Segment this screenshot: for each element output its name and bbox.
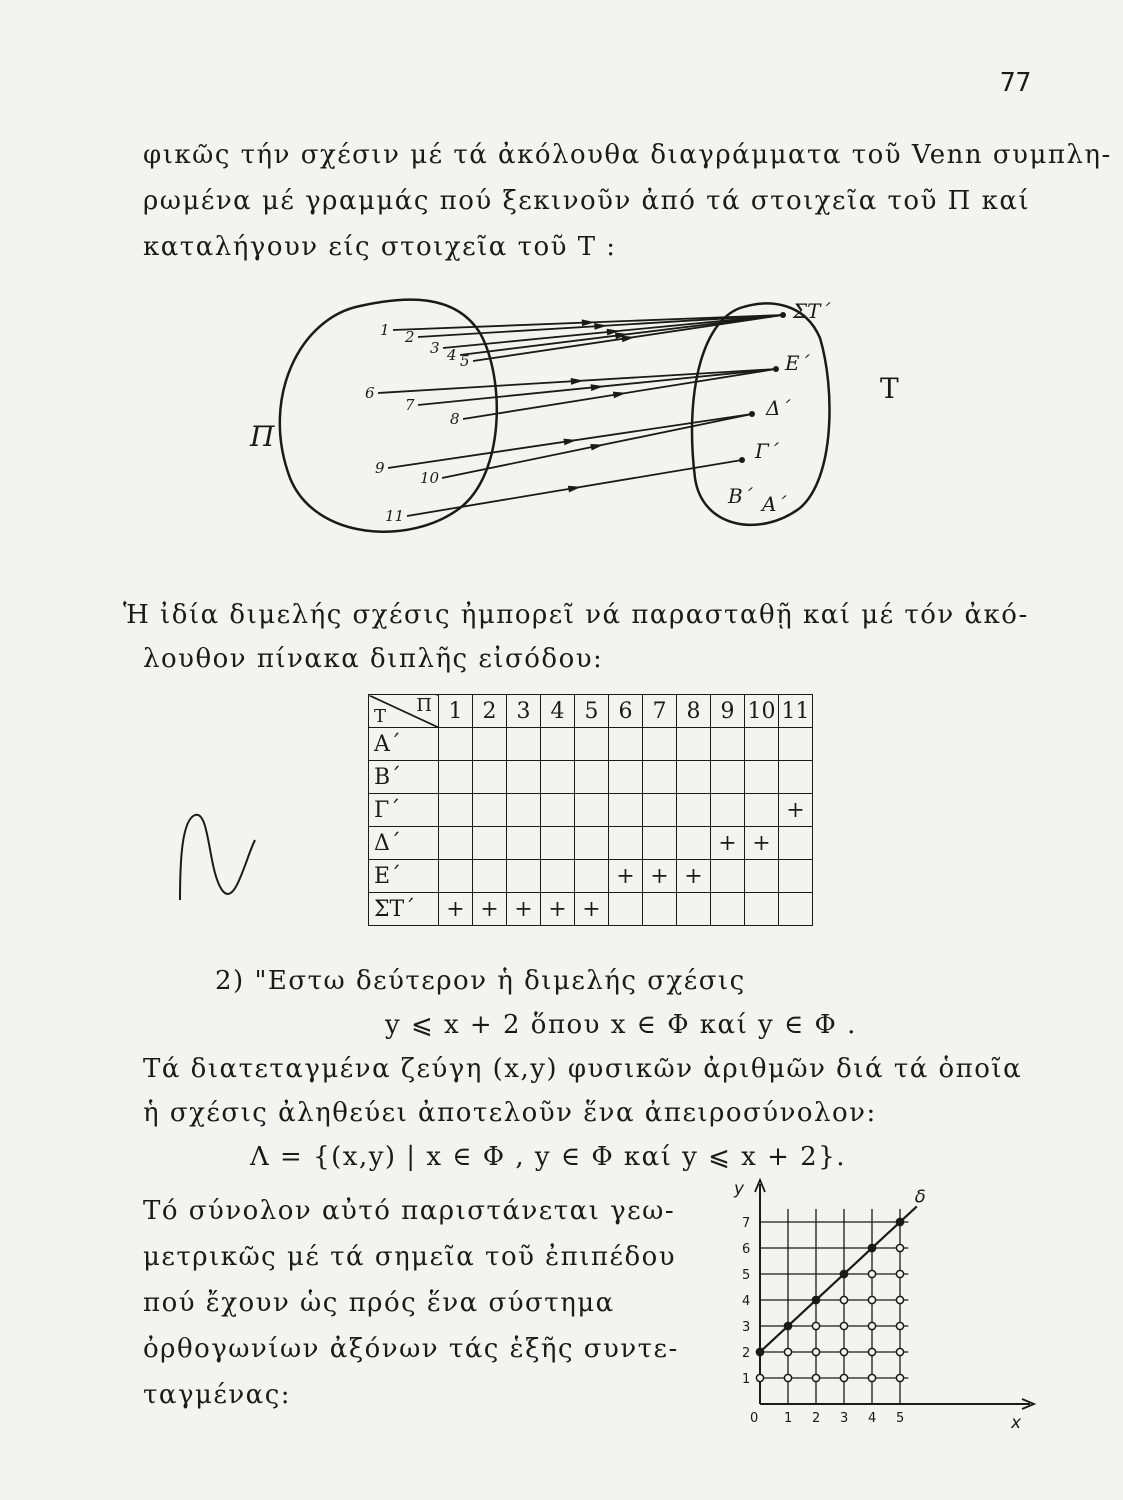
- table-cell: [507, 860, 541, 893]
- intro-line-3: καταλήγουν είς στοιχεῖα τοῦ Τ :: [143, 232, 617, 262]
- section2-para-2: ἡ σχέσις ἀληθεύει ἀποτελοῦν ἕνα ἀπειροσύνολον:: [143, 1098, 877, 1128]
- table-row: [369, 893, 813, 926]
- column-header-3: 3: [507, 695, 541, 728]
- column-header-8: 8: [677, 695, 711, 728]
- y-tick-label: 1: [742, 1372, 751, 1387]
- table-cell: [541, 728, 575, 761]
- row-header: Α΄: [369, 728, 439, 761]
- page-number: 77: [1000, 68, 1032, 98]
- column-header-9: 9: [711, 695, 745, 728]
- table-cell: [473, 728, 507, 761]
- data-point: [868, 1244, 875, 1251]
- data-point: [756, 1348, 763, 1355]
- data-point: [896, 1270, 903, 1277]
- venn-element-1: 1: [380, 321, 390, 339]
- venn-element-t-2: Ε΄: [785, 351, 810, 375]
- table-cell: [609, 728, 643, 761]
- data-point: [896, 1374, 903, 1381]
- table-row: [369, 761, 813, 794]
- closing-line-4: ὀρθογωνίων ἀξόνων τάς ἑξῆς συντε-: [143, 1334, 679, 1364]
- venn-diagram: [230, 278, 910, 548]
- data-point: [868, 1296, 875, 1303]
- data-point: [812, 1374, 819, 1381]
- table-cell: [779, 761, 813, 794]
- table-cell: [541, 761, 575, 794]
- table-cell: [643, 893, 677, 926]
- venn-element-2: 2: [405, 328, 415, 346]
- column-header-7: 7: [643, 695, 677, 728]
- intro-line-1: φικῶς τήν σχέσιν μέ τά ἀκόλουθα διαγράμματα τοῦ Venn συμπλη-: [143, 140, 1112, 170]
- table-cell: [609, 827, 643, 860]
- venn-target-dot: [773, 366, 779, 372]
- closing-line-3: πού ἔχουν ὡς πρός ἕνα σύστημα: [143, 1288, 615, 1318]
- venn-element-11: 11: [385, 507, 405, 525]
- venn-element-t-4: Γ΄: [755, 439, 779, 463]
- table-cell: [711, 794, 745, 827]
- venn-element-4: 4: [447, 346, 457, 364]
- table-cell: [575, 794, 609, 827]
- table-cell: [439, 728, 473, 761]
- table-cell: [745, 860, 779, 893]
- table-cell: [745, 761, 779, 794]
- row-header: ΣΤ΄: [369, 893, 439, 926]
- venn-element-3: 3: [430, 339, 440, 357]
- table-cell: [677, 728, 711, 761]
- data-point: [868, 1374, 875, 1381]
- venn-element-6: 6: [365, 384, 375, 402]
- column-header-1: 1: [439, 695, 473, 728]
- x-tick-label: 1: [784, 1411, 793, 1426]
- table-cell: [711, 728, 745, 761]
- data-point: [896, 1218, 903, 1225]
- closing-line-1: Τό σύνολον αὐτό παριστάνεται γεω-: [143, 1196, 676, 1226]
- column-header-4: 4: [541, 695, 575, 728]
- x-tick-label: 3: [840, 1411, 849, 1426]
- venn-target-dot: [780, 312, 786, 318]
- x-tick-label: 0: [750, 1411, 759, 1426]
- table-cell: [711, 860, 745, 893]
- data-point: [812, 1296, 819, 1303]
- table-cell: [473, 827, 507, 860]
- section2-formula: y ⩽ x + 2 ὅπου x ∈ Φ καί y ∈ Φ .: [385, 1010, 857, 1040]
- set-definition: Λ = {(x,y) | x ∈ Φ , y ∈ Φ καί y ⩽ x + 2}.: [250, 1142, 847, 1172]
- table-cell: [677, 893, 711, 926]
- venn-element-t-3: Δ΄: [766, 396, 791, 420]
- venn-arrowhead: [582, 319, 595, 326]
- table-cell-mark: +: [643, 860, 677, 893]
- closing-line-2: μετρικῶς μέ τά σημεῖα τοῦ ἐπιπέδου: [143, 1242, 677, 1272]
- x-tick-label: 2: [812, 1411, 821, 1426]
- table-cell: [575, 761, 609, 794]
- table-cell-mark: +: [745, 827, 779, 860]
- set-t-outline: [692, 303, 830, 524]
- table-cell: [507, 728, 541, 761]
- y-tick-label: 2: [742, 1346, 751, 1361]
- venn-target-dot: [749, 411, 755, 417]
- table-corner: [369, 695, 439, 728]
- venn-element-9: 9: [375, 459, 385, 477]
- table-cell: [779, 827, 813, 860]
- column-header-11: 11: [779, 695, 813, 728]
- table-cell: [779, 893, 813, 926]
- table-cell: [677, 794, 711, 827]
- table-row: [369, 794, 813, 827]
- row-header: Ε΄: [369, 860, 439, 893]
- table-cell: [609, 893, 643, 926]
- data-point: [868, 1348, 875, 1355]
- y-axis-label: y: [734, 1179, 745, 1199]
- data-point: [868, 1322, 875, 1329]
- table-cell-mark: +: [575, 893, 609, 926]
- row-header: Δ΄: [369, 827, 439, 860]
- data-point: [840, 1296, 847, 1303]
- venn-target-dot: [739, 457, 745, 463]
- table-cell-mark: +: [507, 893, 541, 926]
- table-cell-mark: +: [439, 893, 473, 926]
- table-cell: [609, 794, 643, 827]
- table-row: [369, 827, 813, 860]
- venn-arrowhead: [590, 444, 604, 451]
- x-axis-label: x: [1011, 1413, 1022, 1433]
- table-cell: [643, 794, 677, 827]
- table-cell-mark: +: [541, 893, 575, 926]
- y-tick-label: 4: [742, 1294, 751, 1309]
- row-header: Β΄: [369, 761, 439, 794]
- corner-t: Τ: [374, 706, 387, 727]
- data-point: [896, 1348, 903, 1355]
- table-cell: [677, 761, 711, 794]
- closing-line-5: ταγμένας:: [143, 1380, 292, 1410]
- table-cell-mark: +: [779, 794, 813, 827]
- table-cell-mark: +: [473, 893, 507, 926]
- table-cell: [439, 761, 473, 794]
- data-point: [896, 1296, 903, 1303]
- venn-element-t-6: Α΄: [762, 492, 787, 516]
- table-row: [369, 860, 813, 893]
- handwritten-scribble: [160, 800, 280, 910]
- corner-pi: Π: [416, 695, 432, 716]
- table-cell: [643, 827, 677, 860]
- table-cell: [745, 794, 779, 827]
- data-point: [840, 1374, 847, 1381]
- relation-graph: [725, 1172, 1055, 1452]
- table-cell-mark: +: [609, 860, 643, 893]
- data-point: [784, 1348, 791, 1355]
- data-point: [896, 1322, 903, 1329]
- table-cell-mark: +: [677, 860, 711, 893]
- table-intro-line-2: λουθον πίνακα διπλῆς εἰσόδου:: [143, 644, 604, 674]
- table-cell: [541, 860, 575, 893]
- column-header-2: 2: [473, 695, 507, 728]
- set-t-label: Τ: [880, 372, 899, 405]
- row-header: Γ΄: [369, 794, 439, 827]
- table-cell: [677, 827, 711, 860]
- table-cell: [541, 827, 575, 860]
- x-tick-label: 4: [868, 1411, 877, 1426]
- table-cell: [575, 860, 609, 893]
- column-header-10: 10: [745, 695, 779, 728]
- table-cell-mark: +: [711, 827, 745, 860]
- section2-heading: 2) "Εστω δεύτερον ἡ διμελής σχέσις: [215, 966, 746, 996]
- set-pi-label: Π: [250, 420, 275, 453]
- data-point: [784, 1322, 791, 1329]
- intro-line-2: ρωμένα μέ γραμμάς πού ξεκινοῦν ἀπό τά στοιχεῖα τοῦ Π καί: [143, 186, 1031, 216]
- y-tick-label: 7: [742, 1216, 751, 1231]
- venn-arrowhead: [591, 384, 604, 391]
- venn-element-8: 8: [450, 410, 460, 428]
- table-cell: [711, 761, 745, 794]
- table-cell: [439, 860, 473, 893]
- data-point: [812, 1348, 819, 1355]
- table-cell: [779, 860, 813, 893]
- table-cell: [507, 827, 541, 860]
- y-tick-label: 5: [742, 1268, 751, 1283]
- venn-element-t-1: ΣΤ΄: [793, 299, 831, 323]
- table-cell: [745, 728, 779, 761]
- venn-element-7: 7: [405, 396, 415, 414]
- table-cell: [507, 761, 541, 794]
- x-tick-label: 5: [896, 1411, 905, 1426]
- data-point: [756, 1374, 763, 1381]
- data-point: [840, 1322, 847, 1329]
- line-delta: [760, 1206, 917, 1352]
- table-cell: [541, 794, 575, 827]
- table-row: [369, 728, 813, 761]
- table-cell: [643, 728, 677, 761]
- venn-element-t-5: Β΄: [728, 484, 753, 508]
- table-cell: [745, 893, 779, 926]
- table-cell: [473, 794, 507, 827]
- venn-arrowhead: [568, 486, 582, 493]
- data-point: [840, 1348, 847, 1355]
- table-cell: [609, 761, 643, 794]
- table-cell: [575, 827, 609, 860]
- y-tick-label: 6: [742, 1242, 751, 1257]
- table-cell: [779, 728, 813, 761]
- data-point: [840, 1270, 847, 1277]
- line-delta-label: δ: [914, 1186, 926, 1208]
- data-point: [784, 1374, 791, 1381]
- venn-element-10: 10: [420, 469, 440, 487]
- y-tick-label: 3: [742, 1320, 751, 1335]
- table-cell: [575, 728, 609, 761]
- table-cell: [473, 860, 507, 893]
- table-intro-line-1: Ἡ ἰδία διμελής σχέσις ἠμπορεῖ νά παρασταθῇ καί μέ τόν ἀκό-: [123, 600, 1029, 630]
- table-cell: [643, 761, 677, 794]
- venn-element-5: 5: [460, 352, 470, 370]
- section2-para-1: Τά διατεταγμένα ζεύγη (x,y) φυσικῶν ἀριθμῶν διά τά ὁποῖα: [143, 1054, 1023, 1084]
- table-cell: [711, 893, 745, 926]
- data-point: [896, 1244, 903, 1251]
- table-cell: [507, 794, 541, 827]
- relation-table: [368, 694, 813, 926]
- column-header-5: 5: [575, 695, 609, 728]
- table-cell: [439, 827, 473, 860]
- column-header-6: 6: [609, 695, 643, 728]
- table-cell: [439, 794, 473, 827]
- data-point: [868, 1270, 875, 1277]
- data-point: [812, 1322, 819, 1329]
- table-cell: [473, 761, 507, 794]
